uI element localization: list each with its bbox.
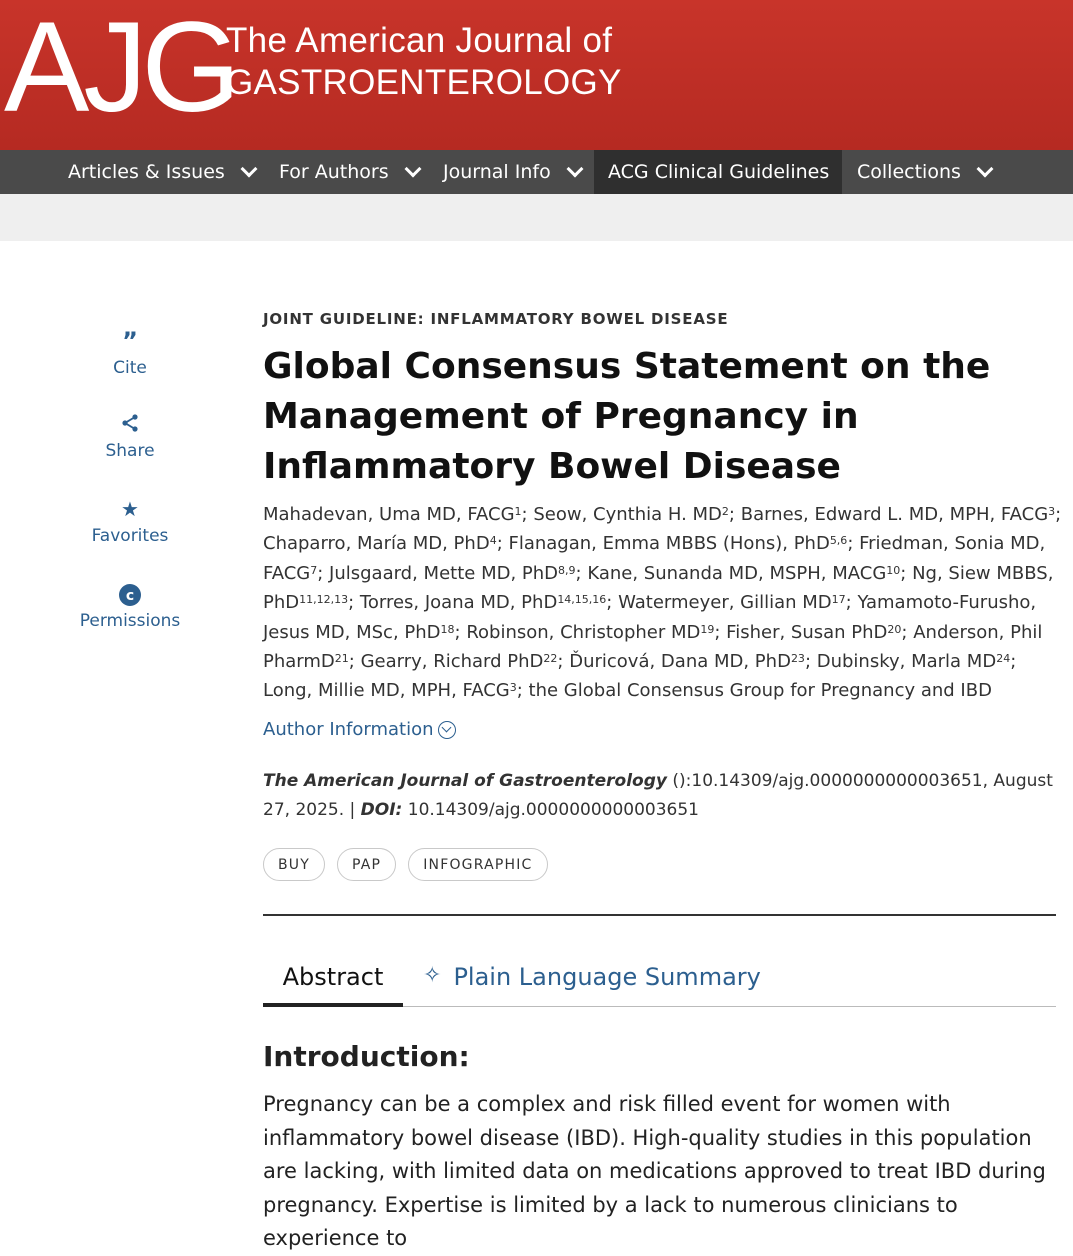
- author-name[interactable]: Seow, Cynthia H. MD: [533, 504, 722, 525]
- author-affiliation-ref: 24: [996, 652, 1011, 666]
- author-name[interactable]: Kane, Sunanda MD, MSPH, MACG: [587, 562, 887, 584]
- author-name[interactable]: Torres, Joana MD, PhD: [359, 592, 558, 614]
- sparkle-icon: ✧: [423, 963, 442, 988]
- star-icon: ★: [121, 497, 139, 521]
- logo-line-2: GASTROENTEROLOGY: [226, 63, 622, 102]
- tab-abstract-label: Abstract: [282, 963, 384, 991]
- author-list: Mahadevan, Uma MD, FACG$^1$; Seow, Cynthia H. $MD^2$; Barnes, Edward L. MD, MPH, FACG$^3$; Chaparro, María MD, PhD$^4$; Flanagan, Emma MBBS (Hons), PhD$^{5,6}$; Friedman, Sonia MD, FACG$^7$; Julsgaard, Mette MD, PhD$^{8,9}$; Kane, Sunanda MD, MSPH, MACG$^{10}$; Ng, Siew MBBS, PhD$^{11,12,13}$; Torres, Joana MD, PhD$^{14,15,16}$; Watermeyer, Gillian MD$^{17}$; Yamamoto-Furusho, Jesus MD, MSc, PhD$^{18}$; Robinson, Christopher MD$^{19}$; Fisher, Susan PhD$^{20}$; Anderson, Phil PharmD$^{21}$; Gearry, Richard PhD$^{22}$; Ďuricová, Dana MD, PhD$^{23}$; Dubinsky, Marla MD$^{24}$; Long, Millie MD, MPH, FACG$^3$; the Global Consensus Group for Pregnancy and IBD: [263, 504, 1062, 702]
- abstract-body: Pregnancy can be a complex and risk filled event for women with inflammatory bowel disease (IBD). High-quality studies in this population are lacking, with limited data on medications approved to treat IBD during pregnancy. Expertise is limited by a lack to numerous clinicians to experience to: [263, 1092, 1046, 1250]
- author-information-toggle[interactable]: [263, 719, 456, 740]
- author-affiliation-ref: 21: [334, 652, 349, 666]
- share-label: Share: [105, 441, 155, 461]
- nav-label: For Authors: [279, 161, 389, 183]
- author-name[interactable]: Julsgaard, Mette MD, PhD: [329, 562, 559, 584]
- author-affiliation-ref: 10: [886, 563, 901, 577]
- author-affiliation-ref: 17: [831, 593, 846, 607]
- nav-for-authors[interactable]: [265, 150, 430, 194]
- tab-abstract[interactable]: [263, 955, 403, 1007]
- author-affiliation-ref: 11,12,13: [299, 593, 349, 607]
- journal-name: The American Journal of Gastroenterology: [263, 771, 667, 791]
- nav-label: Collections: [857, 161, 961, 183]
- chevron-down-icon: [976, 161, 993, 178]
- author-affiliation-ref: 2: [721, 505, 729, 518]
- pap-button[interactable]: PAP: [337, 848, 396, 881]
- author-affiliation-ref: 3: [509, 681, 517, 695]
- copyright-icon: [60, 583, 200, 605]
- author-name[interactable]: Ďuricová, Dana MD, PhD: [569, 651, 791, 673]
- permissions-button[interactable]: [60, 583, 200, 631]
- buy-button[interactable]: BUY: [263, 848, 325, 881]
- author-name[interactable]: Friedman, Sonia MD, FACG: [263, 533, 1046, 584]
- author-name[interactable]: Yamamoto-Furusho, Jesus MD, MSc, PhD: [263, 592, 1037, 643]
- nav-label: ACG Clinical Guidelines: [608, 161, 830, 183]
- author-info-label: Author Information: [263, 719, 434, 740]
- chevron-down-icon: [240, 161, 257, 178]
- main-nav: [0, 150, 1073, 194]
- quote-icon: ”: [122, 327, 138, 355]
- article-kicker: JOINT GUIDELINE: INFLAMMATORY BOWEL DISEASE: [263, 310, 729, 328]
- author-affiliation-ref: 18: [440, 622, 455, 636]
- cite-label: Cite: [113, 358, 147, 378]
- doi-label: DOI:: [360, 800, 403, 820]
- author-name[interactable]: Barnes, Edward L. MD, MPH, FACG: [740, 504, 1049, 525]
- article-actions: [263, 848, 548, 881]
- nav-journal-info[interactable]: [429, 150, 594, 194]
- author-affiliation-ref: 1: [514, 505, 522, 518]
- share-button[interactable]: [60, 413, 200, 461]
- author-name[interactable]: Ng, Siew MBBS, PhD: [263, 562, 1054, 614]
- journal-header-banner[interactable]: [0, 0, 1073, 150]
- cite-button[interactable]: [60, 327, 200, 378]
- section-heading: Introduction:: [263, 1040, 470, 1073]
- sub-toolbar: [0, 194, 1073, 241]
- permissions-label: Permissions: [79, 611, 181, 631]
- nav-collections[interactable]: [843, 150, 1001, 194]
- author-affiliation-ref: 23: [790, 652, 805, 666]
- author-affiliation-ref: 7: [310, 563, 318, 577]
- author-affiliation-ref: 20: [887, 622, 902, 636]
- favorites-label: Favorites: [91, 526, 169, 546]
- author-affiliation-ref: 19: [700, 622, 715, 636]
- content-tabs: [263, 955, 1056, 1007]
- nav-label: Journal Info: [443, 161, 551, 183]
- author-name[interactable]: Fisher, Susan PhD: [726, 621, 888, 643]
- author-affiliation-ref: 8,9: [558, 563, 576, 577]
- author-affiliation-ref: 4: [489, 534, 497, 548]
- citation-line: [263, 767, 1063, 825]
- author-name[interactable]: Dubinsky, Marla MD: [816, 651, 997, 673]
- chevron-down-circle-icon: [438, 721, 456, 739]
- group-author: the Global Consensus Group for Pregnancy and IBD: [528, 680, 992, 702]
- author-affiliation-ref: 14,15,16: [557, 593, 607, 607]
- share-icon: [60, 413, 200, 435]
- nav-label: Articles & Issues: [68, 161, 225, 183]
- author-name[interactable]: Gearry, Richard PhD: [360, 651, 544, 673]
- doi-value: 10.14309/ajg.0000000000003651: [402, 800, 699, 820]
- author-affiliation-ref: 5,6: [829, 534, 848, 548]
- author-affiliation-ref: 3: [1048, 505, 1056, 518]
- chevron-down-icon: [566, 161, 583, 178]
- author-name[interactable]: Chaparro, María MD, PhD: [263, 533, 490, 555]
- author-name[interactable]: Flanagan, Emma MBBS (Hons), PhD: [508, 533, 830, 555]
- chevron-down-icon: [404, 161, 421, 178]
- journal-name-logo[interactable]: [226, 20, 622, 104]
- author-name[interactable]: Robinson, Christopher MD: [466, 621, 701, 643]
- author-name[interactable]: Watermeyer, Gillian MD: [618, 592, 832, 614]
- ajg-logo[interactable]: AJG: [4, 0, 235, 139]
- author-affiliation-ref: 22: [543, 652, 558, 666]
- tab-plain-language-label: Plain Language Summary: [453, 963, 761, 991]
- logo-line-1: The American Journal of: [226, 21, 613, 60]
- divider: [263, 914, 1056, 916]
- author-name[interactable]: Long, Millie MD, MPH, FACG: [263, 680, 510, 702]
- nav-articles-issues[interactable]: [54, 150, 269, 194]
- nav-acg-clinical-guidelines[interactable]: [594, 150, 842, 194]
- article-title: Global Consensus Statement on the Management of Pregnancy in Inflammatory Bowel Disease: [263, 346, 991, 487]
- favorites-button[interactable]: [60, 498, 200, 546]
- citation-details: ():10.14309/ajg.0000000000003651, August 27, 2025. |: [263, 771, 1053, 820]
- infographic-button[interactable]: INFOGRAPHIC: [408, 848, 547, 881]
- svg-text:c: c: [125, 588, 135, 604]
- tab-plain-language-summary[interactable]: [423, 955, 761, 1007]
- author-name[interactable]: Anderson, Phil PharmD: [263, 621, 1043, 673]
- author-name[interactable]: Mahadevan, Uma MD, FACG: [263, 504, 515, 525]
